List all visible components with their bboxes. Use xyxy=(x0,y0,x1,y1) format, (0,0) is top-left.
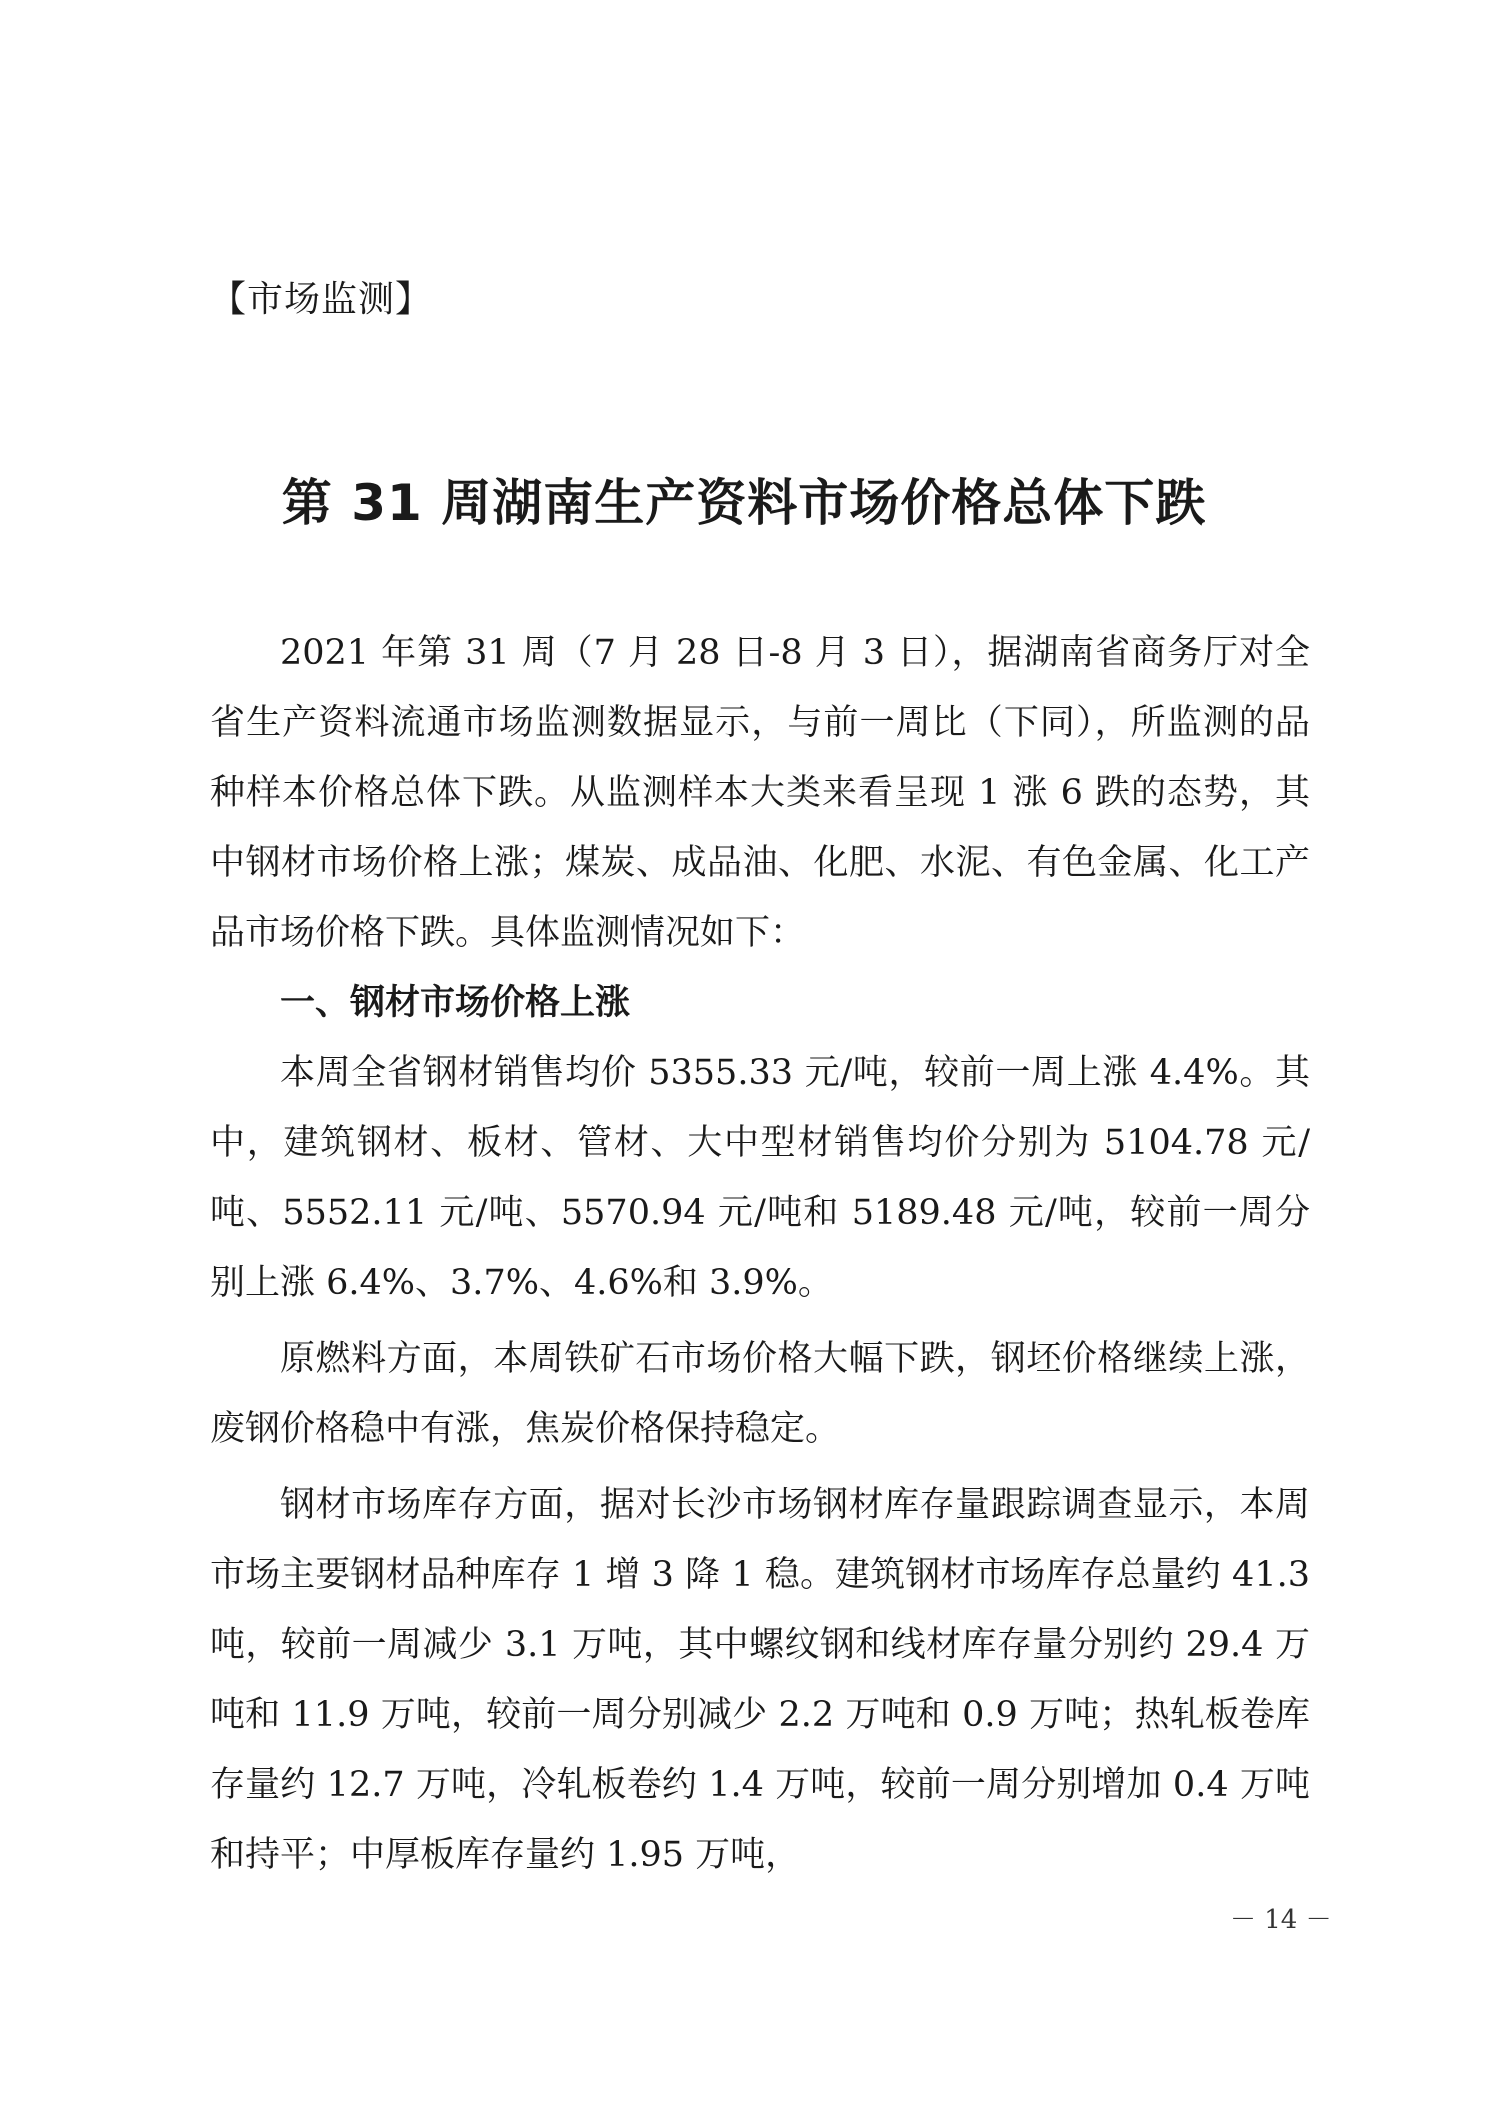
inventory-paragraph: 钢材市场库存方面，据对长沙市场钢材库存量跟踪调查显示，本周市场主要钢材品种库存 1 增 3 降 1 稳。建筑钢材市场库存总量约 41.3 吨，较前一周减少 3.1 万吨，其中螺纹钢和线材库存量分别约 29.4 万吨和 11.9 万吨，较前一周分别减少 2.2 万吨和 0.9 万吨；热轧板卷库存量约 12.7 万吨，冷轧板卷约 1.4 万吨，较前一周分别增加 0.4 万吨和持平；中厚板库存量约 1.95 万吨， xyxy=(210,1485,1310,1875)
raw-materials-paragraph: 原燃料方面，本周铁矿石市场价格大幅下跌，钢坯价格继续上涨，废钢价格稳中有涨，焦炭价格保持稳定。 xyxy=(210,1339,1310,1449)
section-tag: 【市场监测】 xyxy=(210,279,433,320)
page-title: 第 31 周湖南生产资料市场价格总体下跌 xyxy=(281,474,1207,532)
steel-price-paragraph: 本周全省钢材销售均价 5355.33 元/吨，较前一周上涨 4.4%。其中，建筑钢材、板材、管材、大中型材销售均价分别为 5104.78 元/吨、5552.11 元/吨、5570.94 元/吨和 5189.48 元/吨，较前一周分别上涨 6.4%、3.7%、4.6%和 3.9%。 xyxy=(210,1053,1310,1303)
page-number: － 14 － xyxy=(1230,1905,1332,1935)
intro-paragraph: 2021 年第 31 周（7 月 28 日-8 月 3 日），据湖南省商务厅对全省生产资料流通市场监测数据显示，与前一周比（下同），所监测的品种样本价格总体下跌。从监测样本大类来看呈现 1 涨 6 跌的态势，其中钢材市场价格上涨；煤炭、成品油、化肥、水泥、有色金属、化工产品市场价格下跌。具体监测情况如下： xyxy=(210,633,1310,953)
document-body xyxy=(210,618,1310,1890)
section-heading-steel: 一、钢材市场价格上涨 xyxy=(280,983,631,1023)
